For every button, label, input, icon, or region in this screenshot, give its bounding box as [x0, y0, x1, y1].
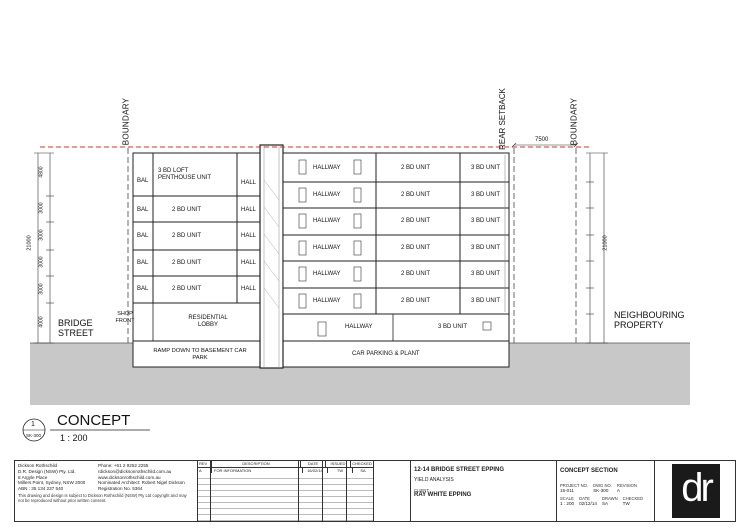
level-dim: 4800	[38, 166, 45, 178]
hall-label: HALL	[241, 286, 257, 292]
firm-name: Dickson Rothschild	[18, 463, 58, 468]
dwg-no: SK-300	[593, 488, 609, 493]
hall-label: HALL	[241, 207, 257, 213]
logo-cell	[655, 461, 735, 521]
hallway-label: HALLWAY	[313, 218, 341, 224]
penthouse-unit: 3 BD LOFT PENTHOUSE UNIT	[158, 168, 212, 181]
client-label: CLIENT	[414, 487, 429, 493]
dwg-no-label: DWG NO.	[593, 482, 612, 488]
rev-cell: FOR INFORMATION	[212, 468, 303, 474]
unit-3bd: 3 BD UNIT	[471, 165, 501, 171]
address-line1: 8 Argyle Place	[18, 474, 48, 480]
website: www.dicksonrothschild.com.au	[98, 474, 161, 480]
rev-col-header: DESCRIPTION	[212, 461, 301, 467]
unit-3bd: 3 BD UNIT	[471, 218, 501, 224]
hall-label: HALL	[241, 180, 257, 186]
shop-front-label: SHOP FRONT	[115, 311, 135, 324]
boundary-left-label: BOUNDARY	[121, 97, 131, 146]
car-parking-label: CAR PARKING & PLANT	[352, 351, 420, 357]
unit-2bd: 2 BD UNIT	[401, 165, 431, 171]
hall-label: HALL	[241, 233, 257, 239]
hall-label: HALL	[241, 260, 257, 266]
unit-2bd: 2 BD UNIT	[401, 271, 431, 277]
unit-3bd: 3 BD UNIT	[471, 192, 501, 198]
project-no: 15-011	[560, 488, 574, 493]
disclaimer: This drawing and design is subject to Dickson Rothschild (NSW) Pty Ltd copyright and may not be reproduced without prior written consent.	[18, 492, 187, 504]
unit-2bd: 2 BD UNIT	[401, 245, 431, 251]
drawn-by: SA	[601, 501, 609, 506]
scale: 1 : 200	[560, 501, 575, 506]
bridge-street-label: BRIDGE STREET	[58, 318, 94, 338]
revision: A	[616, 488, 620, 493]
view-title: CONCEPT	[57, 412, 131, 429]
project-name: 12-14 BRIDGE STREET EPPING	[414, 467, 505, 473]
date: 02/12/14	[579, 501, 597, 506]
view-number: 1	[31, 421, 35, 428]
bal-label: BAL	[137, 260, 149, 266]
phone: Phone: +61 2 9252 2255	[98, 463, 149, 468]
bal-label: BAL	[137, 286, 149, 292]
view-sheet-ref: SK-300	[26, 433, 42, 438]
level-dim: 3000	[38, 229, 45, 241]
neighbouring-property-label: NEIGHBOURING PROPERTY	[614, 310, 685, 330]
firm-logo	[672, 464, 720, 518]
date-label: DATE	[579, 495, 590, 501]
title-block-spacer	[374, 461, 411, 521]
rev-cell: A	[198, 468, 212, 474]
firm-sub: D.R. Design (NSW) Pty. Ltd.	[18, 468, 76, 474]
registration: Registration No. 5364	[98, 486, 143, 492]
drawn-label: DRAWN	[601, 495, 618, 501]
view-scale: 1 : 200	[60, 433, 88, 443]
email: rdickson@dicksonrothschild.com.au	[98, 468, 172, 474]
boundary-right-label: BOUNDARY	[569, 97, 579, 146]
firm-contact	[95, 461, 198, 521]
title-block	[14, 460, 736, 522]
unit-2bd: 2 BD UNIT	[172, 207, 202, 213]
checked-by: TW	[622, 501, 630, 506]
rear-setback-label: REAR SETBACK	[498, 88, 507, 150]
nominated-architect: Nominated Architect: Robert Nigel Dickson	[98, 480, 185, 486]
ramp-label: RAMP DOWN TO BASEMENT CAR PARK	[153, 348, 247, 361]
hallway-label: HALLWAY	[313, 245, 341, 251]
hallway-label: HALLWAY	[313, 192, 341, 198]
revision-table	[198, 461, 374, 521]
scale-label: SCALE	[560, 495, 574, 501]
unit-2bd: 2 BD UNIT	[401, 298, 431, 304]
hallway-label: HALLWAY	[345, 324, 373, 330]
project-subtitle: YIELD ANALYSIS	[414, 476, 454, 483]
unit-2bd: 2 BD UNIT	[172, 233, 202, 239]
project-details	[411, 461, 557, 521]
rev-col-header: REV	[198, 461, 212, 467]
bal-label: BAL	[137, 207, 149, 213]
level-dim: 3000	[38, 283, 45, 295]
level-dim: 3000	[38, 256, 45, 268]
drawing-details	[557, 461, 655, 521]
address-line2: Millers Point, Sydney, NSW 2000	[18, 480, 86, 486]
unit-2bd: 2 BD UNIT	[172, 286, 202, 292]
left-dimension-chain	[34, 153, 54, 343]
bal-label: BAL	[137, 233, 149, 239]
unit-2bd: 2 BD UNIT	[401, 218, 431, 224]
revision-label: REVISION	[616, 482, 637, 488]
unit-2bd: 2 BD UNIT	[172, 260, 202, 266]
rev-col-header: ISSUED	[326, 461, 351, 467]
unit-2bd: 2 BD UNIT	[401, 192, 431, 198]
hallway-label: HALLWAY	[313, 298, 341, 304]
unit-3bd: 3 BD UNIT	[471, 271, 501, 277]
rev-cell: SA	[360, 468, 366, 473]
right-block	[283, 153, 509, 314]
unit-3bd: 3 BD UNIT	[438, 324, 468, 330]
project-no-label: PROJECT NO.	[560, 482, 589, 488]
overall-height-left: 21000	[26, 235, 33, 251]
hallway-label: HALLWAY	[313, 165, 341, 171]
rev-col-header: DATE	[301, 461, 326, 467]
setback-dimension: 7500	[535, 137, 549, 143]
overall-height-right: 21000	[602, 235, 609, 251]
logo-text: dr	[681, 466, 711, 510]
unit-3bd: 3 BD UNIT	[471, 245, 501, 251]
residential-lobby-label: RESIDENTIAL LOBBY	[188, 315, 228, 328]
lift-core	[260, 145, 283, 368]
rev-cell: 16/02/14	[303, 468, 328, 474]
level-dim: 4000	[38, 316, 45, 328]
rev-col-header: CHECKED	[352, 461, 372, 466]
level-dim: 3000	[38, 202, 45, 214]
bal-label: BAL	[137, 178, 149, 184]
unit-3bd: 3 BD UNIT	[471, 298, 501, 304]
hallway-label: HALLWAY	[313, 271, 341, 277]
abn: ABN : 35 134 237 540	[18, 486, 64, 492]
rev-cell: TW	[328, 468, 353, 474]
checked-label: CHECKED	[622, 495, 644, 501]
drawing-title: CONCEPT SECTION	[560, 468, 618, 474]
client-name: RAY WHITE EPPING	[414, 491, 472, 498]
